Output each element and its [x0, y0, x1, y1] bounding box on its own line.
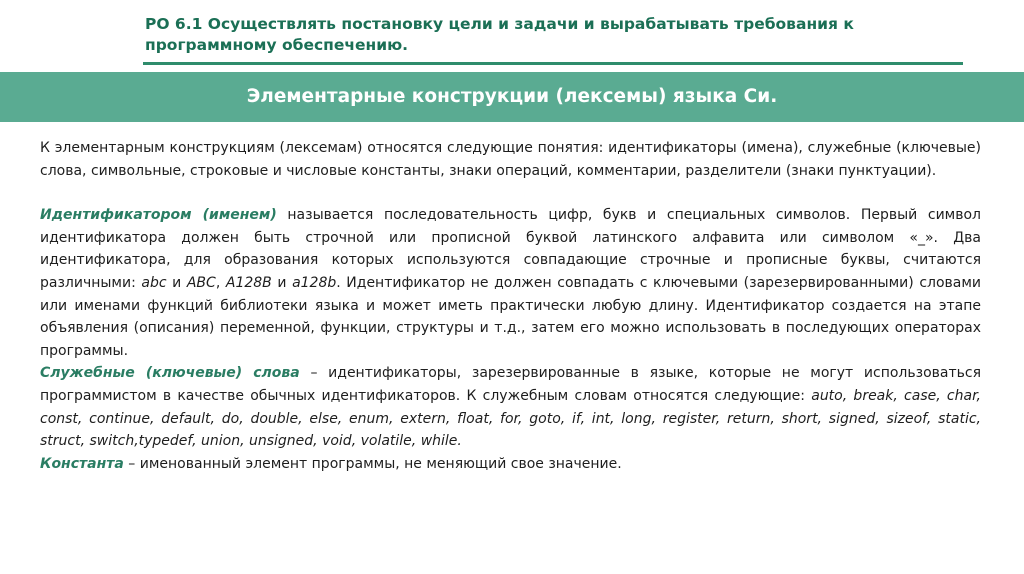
slide-header-title: РО 6.1 Осуществлять постановку цели и задачи и вырабатывать требования к программному обеспечению. [145, 15, 854, 54]
keywords-term: Служебные (ключевые) слова [40, 365, 300, 382]
identifier-comma: , [215, 274, 226, 291]
keywords-text: – идентификаторы, зарезервированные в языке, которые не могут использоваться программистом в качестве обычных идентификаторов. К служебным словам относятся следующие: [40, 365, 981, 404]
constant-paragraph [40, 453, 981, 476]
intro-paragraph: К элементарным конструкциям (лексемам) относятся следующие понятия: идентификаторы (имена), служебные (ключевые) слова, символьные, строковые и числовые константы, знаки операций, комментарии, разделители (знаки пунктуации). [40, 140, 981, 179]
identifier-text-part1: называется последовательность цифр, букв и специальных символов. Первый символ идентификатора должен быть строчной или прописной буквой латинского алфавита или символом «_». Два идентификатора, для образования которых используются совпадающие строчные и прописные буквы, считаются различными: [40, 207, 981, 291]
keywords-paragraph [40, 362, 981, 452]
constant-text: – именованный элемент программы, не меняющий свое значение. [123, 455, 622, 472]
identifier-and-1: и [166, 274, 187, 291]
identifier-text-part2: . Идентификатор не должен совпадать с ключевыми (зарезервированными) словами или именами функций библиотеки языка и может иметь практически любую длину. Идентификатор создается на этапе объявления (описания) переменной, функции, структуры и т.д., затем его можно использовать в последующих операторах программы. [40, 274, 982, 359]
identifier-and-2: и [271, 274, 293, 291]
keywords-list: auto, break, case, char, const, continue, default, do, double, else, enum, extern, float, for, goto, if, int, long, register, return, short, signed, sizeof, static, struct, switch,typedef, union, unsigned, void, volatile, while. [40, 387, 981, 450]
header-divider [143, 62, 963, 65]
slide-title: Элементарные конструкции (лексемы) языка Си. [246, 86, 778, 107]
identifier-paragraph [40, 204, 981, 362]
paragraph-spacer [40, 182, 981, 204]
identifier-example-abc: abc [141, 274, 167, 291]
identifier-term: Идентификатором (именем) [40, 207, 277, 224]
identifier-example-ABC: ABC [186, 274, 216, 291]
constant-term: Константа [40, 455, 124, 472]
slide-content [40, 137, 981, 475]
identifier-example-A128B: A128B [225, 274, 272, 291]
identifier-example-a128b: a128b [292, 274, 337, 291]
title-banner [0, 72, 1024, 122]
